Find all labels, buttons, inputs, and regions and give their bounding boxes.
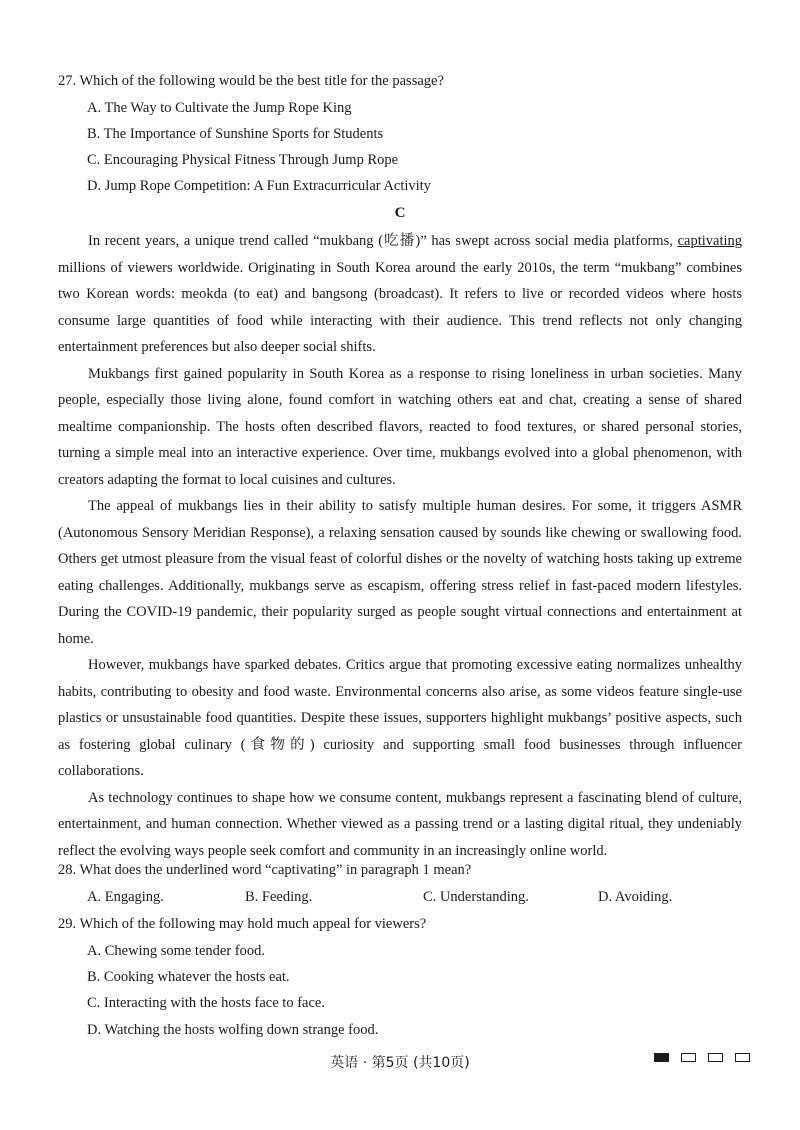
question-29-option-c: C. Interacting with the hosts face to face. [87, 995, 325, 1011]
page-footer: 英语 · 第5页 (共10页) [330, 1055, 470, 1071]
reading-passage [58, 228, 742, 864]
question-27-option-b: B. The Importance of Sunshine Sports for Students [87, 126, 384, 142]
question-28-option-b: B. Feeding. [245, 889, 313, 905]
question-27-option-a: A. The Way to Cultivate the Jump Rope King [87, 100, 352, 116]
page-mark-empty [708, 1053, 723, 1062]
question-29-option-d: D. Watching the hosts wolfing down strange food. [87, 1022, 379, 1038]
question-28-option-a: A. Engaging. [87, 889, 164, 905]
paragraph-2: Mukbangs first gained popularity in South Korea as a response to rising loneliness in urban societies. Many people, especially those living alone, found comfort in watching others eat and chat, creating a sense of shared mealtime companionship. The hosts often described flavors, reacted to food textures, or shared personal stories, turning a simple meal into an interactive experience. Over time, mukbangs evolved into a global phenomenon, with creators adapting the format to local cuisines and cultures. [58, 365, 742, 488]
question-28-option-c: C. Understanding. [423, 889, 529, 905]
paragraph-1-end: millions of viewers worldwide. Originating in South Korea around the early 2010s, the term “mukbang” combines two Korean words: meokda (to eat) and bangsong (broadcast). It refers to live or recorded videos where hosts consume large quantities of food while interacting with their audience. This trend reflects not only changing entertainment preferences but also deeper social shifts. [58, 259, 742, 355]
paragraph-5: As technology continues to shape how we consume content, mukbangs represent a fascinating blend of culture, entertainment, and human connection. Whether viewed as a passing trend or a lasting digital ritual, they undeniably reflect the evolving ways people seek comfort and community in an increasingly online world. [58, 789, 742, 859]
section-label: C [394, 205, 406, 221]
paragraph-3: The appeal of mukbangs lies in their ability to satisfy multiple human desires. For some, it triggers ASMR (Autonomous Sensory Meridian Response), a relaxing sensation caused by sounds like chewing or swallowing food. Others get utmost pleasure from the visual feast of colorful dishes or the novelty of watching hosts taking up extreme eating challenges. Additionally, mukbangs serve as escapism, offering stress relief in fast-paced modern lifestyles. During the COVID-19 pandemic, their popularity surged as people sought virtual connections and entertainment at home. [58, 498, 742, 647]
underlined-word: captivating [677, 233, 742, 249]
question-27-stem: 27. Which of the following would be the best title for the passage? [58, 73, 444, 89]
page-mark-empty [681, 1053, 696, 1062]
paragraph-4: However, mukbangs have sparked debates. Critics argue that promoting excessive eating normalizes unhealthy habits, contributing to obesity and food waste. Environmental concerns also arise, as some videos feature single-use plastics or unsustainable food quantities. Despite these issues, supporters highlight mukbangs’ positive aspects, such as fostering global culinary (食物的) curiosity and supporting small food businesses through influencer collaborations. [58, 657, 742, 779]
page-mark-filled [654, 1053, 669, 1062]
page-marks [654, 1053, 750, 1062]
question-29-option-b: B. Cooking whatever the hosts eat. [87, 969, 290, 985]
paragraph-1 [58, 228, 742, 361]
paragraph-1-start: In recent years, a unique trend called “mukbang (吃播)” has swept across social media platforms, [88, 233, 678, 249]
page-mark-empty [735, 1053, 750, 1062]
question-27-option-d: D. Jump Rope Competition: A Fun Extracurricular Activity [87, 178, 431, 194]
question-29-option-a: A. Chewing some tender food. [87, 943, 265, 959]
question-27-option-c: C. Encouraging Physical Fitness Through Jump Rope [87, 152, 399, 168]
question-29-stem: 29. Which of the following may hold much appeal for viewers? [58, 916, 427, 932]
question-28-option-d: D. Avoiding. [598, 889, 673, 905]
question-28-stem: 28. What does the underlined word “captivating” in paragraph 1 mean? [58, 862, 472, 878]
